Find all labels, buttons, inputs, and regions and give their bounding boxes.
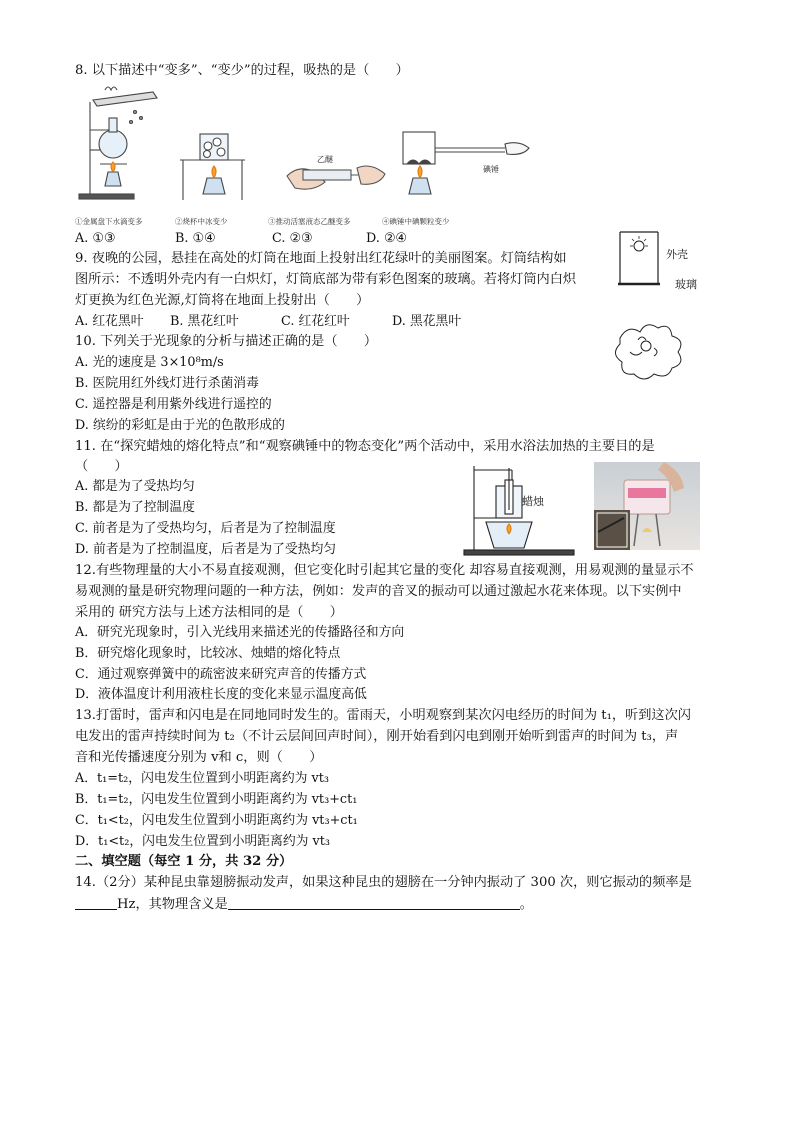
q11-label-candle: 蜡烛 [522, 495, 544, 508]
q8-option-d[interactable]: D. ②④ [366, 231, 407, 246]
q10-option-d[interactable]: D. 缤纷的彩虹是由于光的色散形成的 [75, 418, 285, 433]
q11-option-d[interactable]: D. 前者是为了控制温度，后者是为了受热均匀 [75, 542, 337, 557]
q8-figure-3-syringe [287, 166, 385, 189]
q12-option-a[interactable]: A．研究光现象时，引入光线用来描述光的传播路径和方向 [75, 625, 405, 640]
q11-option-b[interactable]: B. 都是为了控制温度 [75, 500, 195, 515]
q8-option-a[interactable]: A. ①③ [75, 231, 116, 246]
q11-stem-line-2: （ ） [75, 459, 128, 474]
q10-option-c[interactable]: C. 遥控器是利用紫外线进行遥控的 [75, 397, 272, 412]
q9-stem-line-2: 图所示：不透明外壳内有一白炽灯，灯筒底部为带有彩色图案的玻璃。若将灯筒内白炽 [75, 272, 577, 287]
q9-label-shell: 外壳 [666, 248, 688, 261]
q8-caption-1: ①金属盘下水滴变多 [75, 217, 143, 226]
q8-figure-2-ice-beaker [180, 134, 245, 200]
q8-caption-2: ②烧杯中冰变少 [175, 217, 228, 226]
q14-end-mark: 。 [519, 897, 533, 912]
q12-option-c[interactable]: C．通过观察弹簧中的疏密波来研究声音的传播方式 [75, 667, 367, 682]
q11-option-a[interactable]: A. 都是为了受热均匀 [75, 479, 195, 494]
q9-option-d[interactable]: D. 黑花黑叶 [392, 314, 462, 329]
q8-stem: 8. 以下描述中“变多”、“变少”的过程，吸热的是（ ） [75, 63, 409, 78]
q11-option-c[interactable]: C. 前者是为了受热均匀，后者是为了控制温度 [75, 521, 336, 536]
q10-option-a[interactable]: A. 光的速度是 3×10⁸m/s [75, 355, 224, 370]
q8-experiment-figures [75, 82, 545, 210]
q14-stem-line-2 [75, 896, 533, 914]
q10-stem: 10. 下列关于光现象的分析与描述正确的是（ ） [75, 334, 378, 349]
q9-flower-pattern-figure [610, 318, 690, 380]
q12-option-b[interactable]: B．研究熔化现象时，比较冰、烛蜡的熔化特点 [75, 646, 341, 661]
q14-stem-line-1: 14.（2分）某种昆虫靠翅膀振动发声，如果这种昆虫的翅膀在一分钟内振动了 300 次，则它振动的频率是 [75, 875, 692, 890]
q9-stem-line-3: 灯更换为红色光源,灯筒将在地面上投射出（ ） [75, 293, 370, 308]
q12-stem-line-2: 易观测的量是研究物理问题的一种方法，例如：发声的音叉的振动可以通过激起水花来体现。以下实例中 [75, 584, 682, 599]
q13-stem-line-1: 13.打雷时，雷声和闪电是在同地同时发生的。雷雨天，小明观察到某次闪电经历的时间为 t₁，听到这次闪 [75, 708, 691, 723]
q11-iodine-hammer-photo [594, 462, 700, 550]
q13-stem-line-3: 音和光传播速度分别为 v和 c，则（ ） [75, 750, 323, 765]
q14-answer-blank-frequency[interactable] [75, 897, 117, 910]
q8-label-iodine: 碘锤 [483, 165, 499, 174]
q10-option-b[interactable]: B. 医院用红外线灯进行杀菌消毒 [75, 376, 259, 391]
q8-option-c[interactable]: C. ②③ [272, 231, 313, 246]
q13-stem-line-2: 电发出的雷声持续时间为 t₂（不计云层间回声时间），刚开始看到闪电到刚开始听到雷声的时间为 t₃，声 [75, 729, 679, 744]
q8-caption-4: ④碘锤中碘颗粒变少 [382, 217, 450, 226]
q9-option-b[interactable]: B. 黑花红叶 [170, 314, 239, 329]
section-2-title: 二、填空题（每空 1 分，共 32 分） [75, 854, 293, 869]
q13-option-d[interactable]: D．t₁<t₂，闪电发生位置到小明距离约为 vt₃ [75, 834, 331, 849]
q9-stem-line-1: 9. 夜晚的公园，悬挂在高处的灯筒在地面上投射出红花绿叶的美丽图案。灯筒结构如 [75, 251, 567, 266]
q14-unit-text: Hz，其物理含义是 [117, 897, 228, 912]
q12-stem-line-1: 12.有些物理量的大小不易直接观测，但它变化时引起其它量的变化 却容易直接观测，用易观测的量显示不 [75, 563, 694, 578]
q9-option-a[interactable]: A. 红花黑叶 [75, 314, 144, 329]
q8-option-b[interactable]: B. ①④ [175, 231, 216, 246]
q13-option-c[interactable]: C．t₁<t₂，闪电发生位置到小明距离约为 vt₃+ct₁ [75, 813, 358, 828]
q8-label-ether: 乙醚 [317, 155, 333, 164]
q13-option-b[interactable]: B．t₁=t₂，闪电发生位置到小明距离约为 vt₃+ct₁ [75, 792, 358, 807]
q11-candle-apparatus-figure [462, 462, 577, 558]
q8-caption-3: ③推动活塞液态乙醚变多 [268, 217, 351, 226]
q8-figure-1-metal-plate [79, 87, 157, 199]
q12-option-d[interactable]: D．液体温度计利用液柱长度的变化来显示温度高低 [75, 687, 367, 702]
q9-label-glass: 玻璃 [675, 278, 697, 291]
q12-stem-line-3: 采用的 研究方法与上述方法相同的是（ ） [75, 605, 343, 620]
q9-option-c[interactable]: C. 红花红叶 [281, 314, 350, 329]
q13-option-a[interactable]: A．t₁=t₂，闪电发生位置到小明距离约为 vt₃ [75, 771, 330, 786]
q14-answer-blank-meaning[interactable] [228, 897, 520, 910]
q11-stem-line-1: 11. 在“探究蜡烛的熔化特点”和“观察碘锤中的物态变化”两个活动中，采用水浴法加热的主要目的是 [75, 439, 655, 454]
q8-figure-4-iodine-tube [403, 132, 529, 194]
